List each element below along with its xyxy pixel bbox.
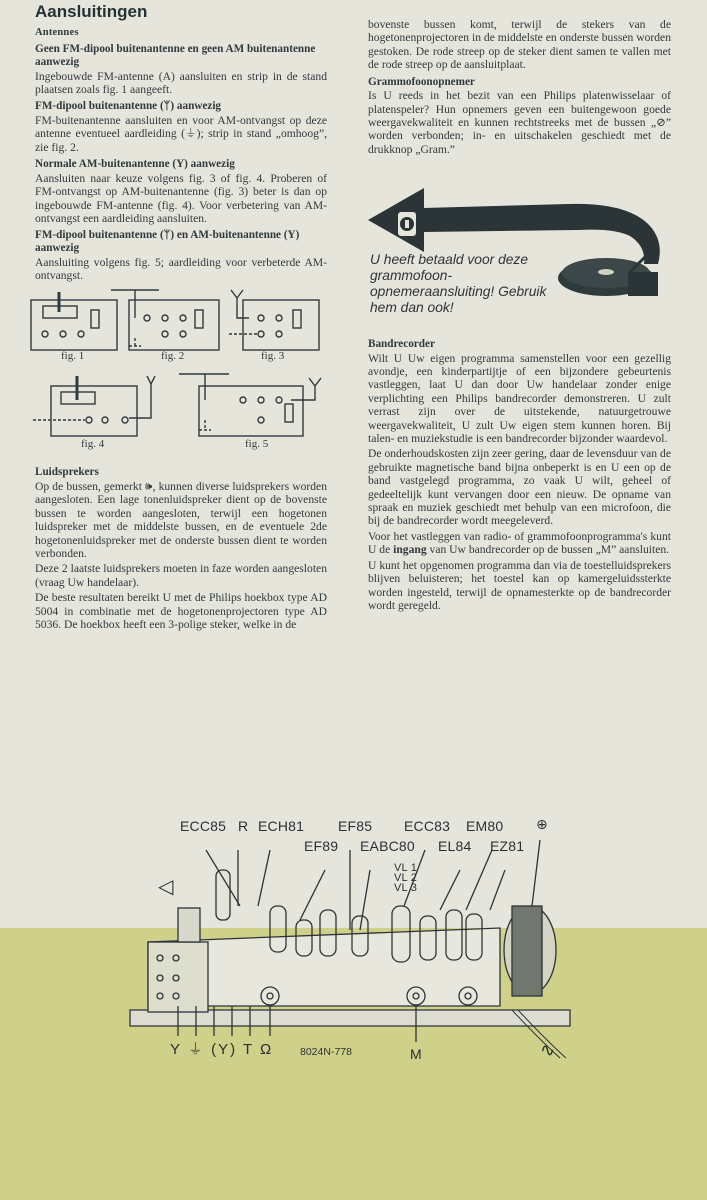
grammofoon-text: Is U reeds in het bezit van een Philips platenwisselaar of platenspeler? Hun opnemers geven een buitengewoon goede weergavekwaliteit en kunnen rechtstreeks met de bussen „⊘” worden verbonden; in- en uitschakelen geschiedt met de drukknop „Gram.” [368,89,671,156]
tube-label-el84: EL84 [438,838,472,854]
normal-am-text: Aansluiten naar keuze volgens fig. 3 of fig. 4. Proberen of FM-ontvangst op AM-buitenantenne (fig. 3) beter is dan op ingebouwde FM-antenne (fig. 4). Voor verbetering van AM-ontvangst een aardleiding aansluiten. [35,171,327,226]
bandrecorder-paragraph-4: U kunt het opgenomen programma dan via de toestelluidsprekers blijven beluisteren; het toestel kan op kamergeluidssterkte worden ingesteld, terwijl de opnamesterkte op de bandrecorder wordt geregeld. [368,558,671,612]
fig-4-label: fig. 4 [81,438,105,451]
chassis-diagram [120,810,590,1070]
m-socket-label: M [410,1046,422,1062]
normal-am-heading: Normale AM-buitenantenne (Y) aanwezig [35,158,235,171]
tube-label-ecc83: ECC83 [404,818,451,834]
vl-2-label: VL 2 [394,872,418,884]
luidsprekers-heading: Luidsprekers [35,466,99,479]
fig-5-label: fig. 5 [245,438,269,451]
fig-1-label: fig. 1 [61,350,85,363]
fm-dipool-heading: FM-dipool buitenantenne (ᛘ) aanwezig [35,100,222,113]
both-antennas-text: Aansluiting volgens fig. 5; aardleiding voor verbeterde AM-ontvangst. [35,255,327,283]
no-fm-text: Ingebouwde FM-antenne (A) aansluiten en strip in de stand plaatsen zoals fig. 1 aangeeft. [35,69,327,96]
grammofoon-heading: Grammofoonopnemer [368,75,475,88]
grammofoon-ad [368,160,668,320]
luidsprekers-paragraph-2: Deze 2 laatste luidsprekers moeten in faze worden aangesloten (vraag Uw handelaar). [35,562,327,589]
plus-terminal-icon: ⊕ [536,816,548,832]
tube-label-ecc85: ECC85 [180,818,227,834]
tube-label-ez81: EZ81 [490,838,525,854]
speaker-icon: ◁ [158,876,174,898]
tube-label-ech81: ECH81 [258,818,305,834]
ad-slogan: U heeft betaald voor deze grammofoon-opnemeraansluiting! Gebruik hem dan ook! [370,252,547,315]
left-column [35,2,327,634]
bandrecorder-paragraph-3 [368,530,671,557]
no-fm-heading: Geen FM-dipool buitenantenne en geen AM buitenantenne aanwezig [35,43,316,68]
tube-label-ef89: EF89 [304,838,339,854]
bandrecorder-p3-c: van Uw bandrecorder op de bussen „M” aansluiten. [426,543,670,557]
bandrecorder-paragraph-1: Wilt U Uw eigen programma samenstellen voor een gezellig avondje, een kinderpartijtje of een bijzondere gebeurtenis vastleggen, laat U dan door Uw handelaar zonder enige verplichting een Philips bandrecorder demonstreren. U zult verrast zijn over de uitstekende, natuurgetrouwe weergavekwaliteit, U zult Uw eigen stem kunnen horen. Bij talen- en muziekstudie is een bandrecorder bijzonder waardevol. [368,351,671,446]
antennes-heading: Antennes [35,27,79,38]
vl-3-label: VL 3 [394,882,418,894]
antenna-figures [29,288,329,460]
luidsprekers-paragraph-1: Op de bussen, gemerkt 🕪, kunnen diverse luidsprekers worden aangesloten. Een lage tonenluidspreker dient op de bovenste bussen te worden aangesloten, terwijl een hogetonen luidspreker met de middelste bussen, en de eventuele 2de hogetonenluidspreker met de onderste bussen dient te worden verbonden. [35,480,327,561]
fig-2-label: fig. 2 [161,350,185,363]
bandrecorder-p3-a: Voor het vastleggen van radio- of grammofoonprogramma's kunt U de [368,529,671,557]
tube-label-r: R [238,818,249,834]
serial-number: 8024N-778 [300,1046,352,1058]
continued-text: bovenste bussen komt, terwijl de stekers van de hogetonenprojectoren in de middelste en onderste bussen worden gestoken. De rode streep op de steker dient samen te vallen met de rode streep op de aansluitplaat. [368,18,671,72]
tube-label-eabc80: EABC80 [360,838,415,854]
bandrecorder-heading: Bandrecorder [368,338,435,350]
mains-icon: ∿ [540,1040,556,1060]
right-column-bottom [368,334,671,614]
fig-3-label: fig. 3 [261,350,285,363]
bandrecorder-paragraph-2: De onderhoudskosten zijn zeer gering, daar de levensduur van de gebruikte magnetische band bijna onbeperkt is en U een op de band vastgelegd programma, zo vaak U wilt, geheel of gedeeltelijk kunt vervangen door een nieuw. De opname van spraak en muziek geschiedt met behulp van een microfoon, die bij de bandrecorder wordt meegeleverd. [368,447,671,528]
luidsprekers-paragraph-3: De beste resultaten bereikt U met de Philips hoekbox type AD 5004 in combinatie met de hogetonenprojectoren type AD 5036. De hoekbox heeft een 3-polige steker, welke in de [35,591,327,632]
tube-label-ef85: EF85 [338,818,373,834]
tube-label-em80: EM80 [466,818,504,834]
page-title: Aansluitingen [35,2,148,21]
bandrecorder-p3-ingang: ingang [393,543,427,557]
fm-dipool-text: FM-buitenantenne aansluiten en voor AM-ontvangst op deze antenne eventueel aardleiding (⏚); strip in stand „omhoog”, zie fig. 2. [35,114,327,154]
both-antennas-heading: FM-dipool buitenantenne (ᛘ) en AM-buitenantenne (Y) aanwezig [35,229,300,255]
antenna-earth-symbols: Y ⏚ (Y) T Ω [170,1041,274,1058]
vl-1-label: VL 1 [394,862,418,874]
antenna-figures-drawing [29,288,329,460]
right-column-top [368,18,671,158]
